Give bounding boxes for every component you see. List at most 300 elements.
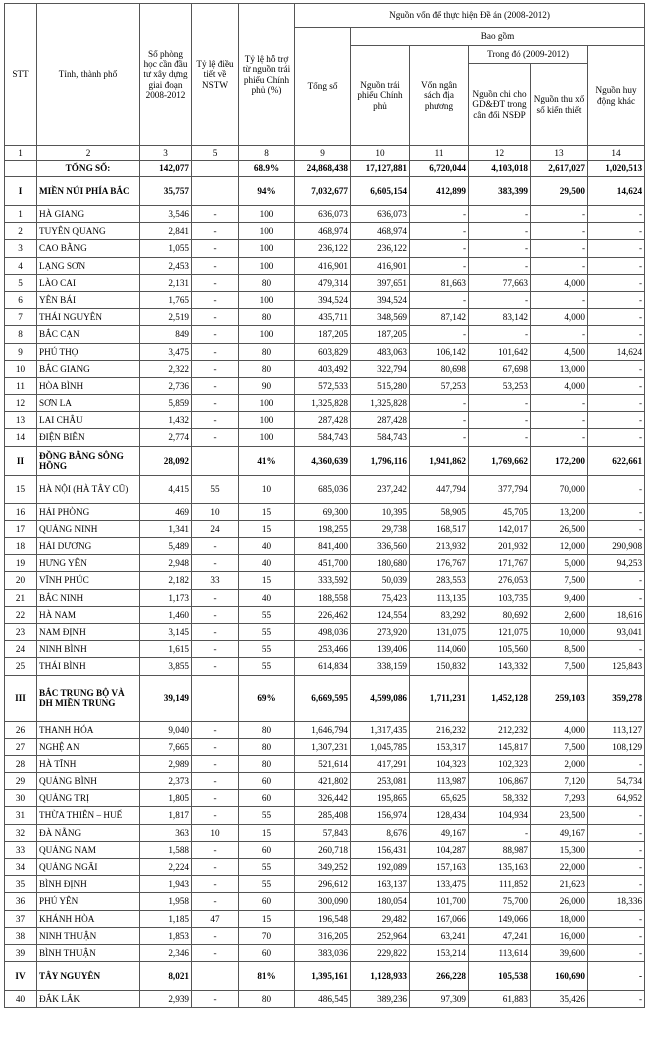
row-bonds: 417,291: [351, 755, 410, 772]
row-total: 521,614: [295, 755, 351, 772]
row-stt: I: [5, 177, 37, 206]
row-province: QUẢNG NAM: [37, 841, 140, 858]
row-lottery: 13,000: [531, 360, 588, 377]
row-stt: 16: [5, 503, 37, 520]
row-stt: 18: [5, 538, 37, 555]
row-lottery: 4,000: [531, 377, 588, 394]
row-ratio: -: [192, 927, 239, 944]
row-local-budget: 104,287: [410, 841, 469, 858]
row-other: -: [588, 475, 645, 503]
row-other: -: [588, 412, 645, 429]
row-total: 188,558: [295, 589, 351, 606]
row-ratio: -: [192, 944, 239, 961]
row-edu-budget: 104,934: [469, 807, 531, 824]
row-local-budget: 447,794: [410, 475, 469, 503]
row-other: -: [588, 876, 645, 893]
row-bonds: 180,680: [351, 555, 410, 572]
row-total: 486,545: [295, 991, 351, 1008]
table-row: [5, 641, 645, 658]
row-local-budget: 153,317: [410, 738, 469, 755]
row-stt: 32: [5, 824, 37, 841]
row-support: 80: [239, 721, 295, 738]
row-edu-budget: 149,066: [469, 910, 531, 927]
row-province: ĐẮK LẮK: [37, 991, 140, 1008]
row-province: HÀ NỘI (HÀ TÂY CŨ): [37, 475, 140, 503]
row-lottery: -: [531, 326, 588, 343]
row-stt: 10: [5, 360, 37, 377]
row-rooms: 8,021: [140, 962, 192, 991]
row-rooms: 2,373: [140, 773, 192, 790]
row-edu-budget: 58,332: [469, 790, 531, 807]
row-local-budget: 106,142: [410, 343, 469, 360]
row-ratio: -: [192, 991, 239, 1008]
row-local-budget: -: [410, 257, 469, 274]
row-other: -: [588, 326, 645, 343]
row-total: 296,612: [295, 876, 351, 893]
row-stt: 3: [5, 240, 37, 257]
row-support: 80: [239, 343, 295, 360]
col-number: 11: [410, 146, 469, 161]
row-local-budget: 80,698: [410, 360, 469, 377]
row-stt: 34: [5, 859, 37, 876]
row-rooms: 2,346: [140, 944, 192, 961]
row-bonds: 253,081: [351, 773, 410, 790]
row-local-budget: 128,434: [410, 807, 469, 824]
row-lottery: 10,000: [531, 623, 588, 640]
row-local-budget: 266,228: [410, 962, 469, 991]
row-ratio: -: [192, 738, 239, 755]
row-support: 15: [239, 572, 295, 589]
row-local-budget: 167,066: [410, 910, 469, 927]
table-row: [5, 807, 645, 824]
row-local-budget: 131,075: [410, 623, 469, 640]
row-support: 80: [239, 991, 295, 1008]
row-bonds: 4,599,086: [351, 675, 410, 721]
row-bonds: 6,605,154: [351, 177, 410, 206]
row-edu-budget: 77,663: [469, 274, 531, 291]
col-number: 2: [37, 146, 140, 161]
row-other: 18,336: [588, 893, 645, 910]
row-edu-budget: -: [469, 326, 531, 343]
row-other: -: [588, 962, 645, 991]
table-row: [5, 876, 645, 893]
row-local-budget: 1,941,862: [410, 446, 469, 475]
row-province: TÂY NGUYÊN: [37, 962, 140, 991]
row-bonds: 75,423: [351, 589, 410, 606]
row-rooms: 3,855: [140, 658, 192, 675]
table-row: [5, 991, 645, 1008]
table-header: [5, 4, 645, 161]
row-lottery: 7,293: [531, 790, 588, 807]
row-rooms: 35,757: [140, 177, 192, 206]
row-support: 100: [239, 291, 295, 308]
row-support: 100: [239, 395, 295, 412]
header-bonds: Nguồn trái phiếu Chính phủ: [351, 46, 410, 146]
header-funding: Nguồn vốn để thực hiện Đề án (2008-2012): [295, 4, 645, 28]
row-support: 100: [239, 240, 295, 257]
row-local-budget: 101,700: [410, 893, 469, 910]
row-local-budget: -: [410, 429, 469, 446]
table-row: [5, 755, 645, 772]
table-row: [5, 206, 645, 223]
row-province: PHÚ YÊN: [37, 893, 140, 910]
row-province: ĐÀ NẴNG: [37, 824, 140, 841]
row-province: YÊN BÁI: [37, 291, 140, 308]
row-other: 290,908: [588, 538, 645, 555]
row-province: MIỀN NÚI PHÍA BẮC: [37, 177, 140, 206]
row-support: 94%: [239, 177, 295, 206]
row-support: 80: [239, 274, 295, 291]
row-ratio: -: [192, 360, 239, 377]
row-local-budget: 157,163: [410, 859, 469, 876]
row-bonds: 187,205: [351, 326, 410, 343]
row-stt: 22: [5, 606, 37, 623]
table-row: [5, 274, 645, 291]
table-row: [5, 893, 645, 910]
row-ratio: -: [192, 326, 239, 343]
row-support: 15: [239, 824, 295, 841]
header-edu-budget: Nguồn chi cho GD&ĐT trong cân đối NSĐP: [469, 64, 531, 146]
row-other: -: [588, 824, 645, 841]
row-bonds: 192,089: [351, 859, 410, 876]
row-province: THANH HÓA: [37, 721, 140, 738]
row-lottery: 7,500: [531, 572, 588, 589]
row-lottery: 4,000: [531, 721, 588, 738]
row-lottery: 15,300: [531, 841, 588, 858]
row-rooms: 2,736: [140, 377, 192, 394]
row-local-budget: 153,214: [410, 944, 469, 961]
row-stt: 13: [5, 412, 37, 429]
row-lottery: -: [531, 223, 588, 240]
row-lottery: 2,617,027: [531, 161, 588, 177]
row-bonds: 163,137: [351, 876, 410, 893]
row-bonds: 156,974: [351, 807, 410, 824]
row-other: -: [588, 240, 645, 257]
row-support: 40: [239, 555, 295, 572]
row-edu-budget: 47,241: [469, 927, 531, 944]
row-local-budget: 104,323: [410, 755, 469, 772]
row-support: 68.9%: [239, 161, 295, 177]
row-ratio: [192, 177, 239, 206]
row-support: 60: [239, 841, 295, 858]
row-other: -: [588, 641, 645, 658]
row-stt: 9: [5, 343, 37, 360]
row-ratio: 24: [192, 520, 239, 537]
row-province: BẮC NINH: [37, 589, 140, 606]
row-support: 100: [239, 206, 295, 223]
row-ratio: 10: [192, 503, 239, 520]
row-other: -: [588, 223, 645, 240]
row-province: NGHỆ AN: [37, 738, 140, 755]
table-row-subtotal: [5, 177, 645, 206]
row-local-budget: -: [410, 223, 469, 240]
table-row: [5, 721, 645, 738]
row-ratio: -: [192, 223, 239, 240]
row-edu-budget: 45,705: [469, 503, 531, 520]
row-total: 416,901: [295, 257, 351, 274]
row-lottery: 22,000: [531, 859, 588, 876]
row-total: 198,255: [295, 520, 351, 537]
row-province: TỔNG SỐ:: [37, 161, 140, 177]
row-lottery: 70,000: [531, 475, 588, 503]
row-lottery: 5,000: [531, 555, 588, 572]
row-total: 1,395,161: [295, 962, 351, 991]
row-stt: [5, 161, 37, 177]
header-rooms: Số phòng học cần đầu tư xây dựng giai đoạn 2008-2012: [140, 4, 192, 146]
row-other: -: [588, 944, 645, 961]
header-other: Nguồn huy động khác: [588, 46, 645, 146]
row-edu-budget: -: [469, 395, 531, 412]
row-stt: 27: [5, 738, 37, 755]
row-stt: 14: [5, 429, 37, 446]
row-province: HẢI PHÒNG: [37, 503, 140, 520]
row-rooms: 2,841: [140, 223, 192, 240]
row-stt: 5: [5, 274, 37, 291]
row-bonds: 1,325,828: [351, 395, 410, 412]
row-total: 841,400: [295, 538, 351, 555]
table-body: [5, 161, 645, 1008]
col-number: 14: [588, 146, 645, 161]
row-edu-budget: -: [469, 257, 531, 274]
header-including: Bao gồm: [351, 28, 645, 46]
row-total: 468,974: [295, 223, 351, 240]
table-row: [5, 475, 645, 503]
header-province: Tỉnh, thành phố: [37, 4, 140, 146]
row-ratio: [192, 161, 239, 177]
col-number: 3: [140, 146, 192, 161]
row-lottery: 18,000: [531, 910, 588, 927]
row-bonds: 389,236: [351, 991, 410, 1008]
row-local-budget: 113,987: [410, 773, 469, 790]
row-total: 1,325,828: [295, 395, 351, 412]
row-local-budget: 63,241: [410, 927, 469, 944]
row-total: 236,122: [295, 240, 351, 257]
row-bonds: 273,920: [351, 623, 410, 640]
row-ratio: -: [192, 309, 239, 326]
row-ratio: -: [192, 555, 239, 572]
row-lottery: -: [531, 291, 588, 308]
row-rooms: 1,943: [140, 876, 192, 893]
row-province: QUẢNG NINH: [37, 520, 140, 537]
row-rooms: 1,615: [140, 641, 192, 658]
row-other: 125,843: [588, 658, 645, 675]
header-support: Tỷ lệ hỗ trợ từ nguồn trái phiếu Chính phủ (%): [239, 4, 295, 146]
row-lottery: 4,500: [531, 343, 588, 360]
row-other: 94,253: [588, 555, 645, 572]
table-row: [5, 429, 645, 446]
row-support: 80: [239, 309, 295, 326]
row-rooms: 1,817: [140, 807, 192, 824]
row-lottery: 8,500: [531, 641, 588, 658]
row-rooms: 2,989: [140, 755, 192, 772]
row-lottery: 12,000: [531, 538, 588, 555]
row-bonds: 50,039: [351, 572, 410, 589]
row-other: -: [588, 395, 645, 412]
row-edu-budget: 111,852: [469, 876, 531, 893]
row-ratio: [192, 446, 239, 475]
row-edu-budget: 142,017: [469, 520, 531, 537]
row-other: -: [588, 520, 645, 537]
table-row: [5, 859, 645, 876]
table-row: [5, 223, 645, 240]
row-local-budget: -: [410, 240, 469, 257]
row-edu-budget: 143,332: [469, 658, 531, 675]
row-rooms: 2,939: [140, 991, 192, 1008]
row-ratio: -: [192, 274, 239, 291]
row-support: 100: [239, 429, 295, 446]
row-edu-budget: 4,103,018: [469, 161, 531, 177]
row-edu-budget: 67,698: [469, 360, 531, 377]
row-support: 90: [239, 377, 295, 394]
row-stt: IV: [5, 962, 37, 991]
row-lottery: 26,500: [531, 520, 588, 537]
row-local-budget: 150,832: [410, 658, 469, 675]
row-bonds: 252,964: [351, 927, 410, 944]
row-total: 24,868,438: [295, 161, 351, 177]
row-other: -: [588, 991, 645, 1008]
row-rooms: 2,224: [140, 859, 192, 876]
row-rooms: 3,546: [140, 206, 192, 223]
column-number-row: [5, 146, 645, 161]
row-edu-budget: 145,817: [469, 738, 531, 755]
row-ratio: 10: [192, 824, 239, 841]
row-province: BẮC CẠN: [37, 326, 140, 343]
row-bonds: 515,280: [351, 377, 410, 394]
row-rooms: 4,415: [140, 475, 192, 503]
row-bonds: 287,428: [351, 412, 410, 429]
row-lottery: 2,000: [531, 755, 588, 772]
row-lottery: 23,500: [531, 807, 588, 824]
row-other: -: [588, 360, 645, 377]
row-rooms: 1,432: [140, 412, 192, 429]
header-of-which: Trong đó (2009-2012): [469, 46, 588, 64]
row-other: -: [588, 274, 645, 291]
row-ratio: 47: [192, 910, 239, 927]
table-row: [5, 824, 645, 841]
row-edu-budget: 75,700: [469, 893, 531, 910]
row-bonds: 1,317,435: [351, 721, 410, 738]
row-province: QUẢNG NGÃI: [37, 859, 140, 876]
row-other: 54,734: [588, 773, 645, 790]
row-stt: 38: [5, 927, 37, 944]
row-stt: 26: [5, 721, 37, 738]
row-stt: II: [5, 446, 37, 475]
row-local-budget: 97,309: [410, 991, 469, 1008]
row-ratio: -: [192, 606, 239, 623]
row-province: HÒA BÌNH: [37, 377, 140, 394]
row-bonds: 397,651: [351, 274, 410, 291]
row-edu-budget: 88,987: [469, 841, 531, 858]
row-ratio: -: [192, 589, 239, 606]
row-stt: 37: [5, 910, 37, 927]
table-row: [5, 343, 645, 360]
row-other: -: [588, 206, 645, 223]
table-row-subtotal: [5, 962, 645, 991]
row-rooms: 28,092: [140, 446, 192, 475]
row-bonds: 237,242: [351, 475, 410, 503]
table-row: [5, 790, 645, 807]
row-support: 100: [239, 257, 295, 274]
row-total: 349,252: [295, 859, 351, 876]
table-row-subtotal: [5, 161, 645, 177]
row-province: THÁI BÌNH: [37, 658, 140, 675]
row-stt: 40: [5, 991, 37, 1008]
row-total: 1,646,794: [295, 721, 351, 738]
funding-table-sheet: [4, 3, 645, 1008]
row-local-budget: 113,135: [410, 589, 469, 606]
col-number: 12: [469, 146, 531, 161]
row-ratio: -: [192, 291, 239, 308]
row-other: -: [588, 859, 645, 876]
table-row: [5, 395, 645, 412]
row-edu-budget: 106,867: [469, 773, 531, 790]
row-stt: 1: [5, 206, 37, 223]
row-ratio: -: [192, 773, 239, 790]
row-local-budget: 283,553: [410, 572, 469, 589]
col-number: 8: [239, 146, 295, 161]
row-edu-budget: 105,560: [469, 641, 531, 658]
header-total: Tổng số: [295, 28, 351, 146]
table-row: [5, 240, 645, 257]
row-other: 359,278: [588, 675, 645, 721]
table-row: [5, 291, 645, 308]
row-province: LÀO CAI: [37, 274, 140, 291]
row-total: 326,442: [295, 790, 351, 807]
row-local-budget: -: [410, 395, 469, 412]
row-bonds: 156,431: [351, 841, 410, 858]
row-local-budget: 49,167: [410, 824, 469, 841]
row-other: 64,952: [588, 790, 645, 807]
row-ratio: -: [192, 893, 239, 910]
row-total: 403,492: [295, 360, 351, 377]
row-province: ĐIỆN BIÊN: [37, 429, 140, 446]
row-total: 187,205: [295, 326, 351, 343]
table-row: [5, 606, 645, 623]
row-bonds: 1,128,933: [351, 962, 410, 991]
row-ratio: -: [192, 429, 239, 446]
table-row: [5, 555, 645, 572]
row-local-budget: 83,292: [410, 606, 469, 623]
row-bonds: 17,127,881: [351, 161, 410, 177]
row-lottery: 26,000: [531, 893, 588, 910]
row-total: 498,036: [295, 623, 351, 640]
row-lottery: -: [531, 206, 588, 223]
row-stt: 23: [5, 623, 37, 640]
table-row: [5, 944, 645, 961]
row-rooms: 2,453: [140, 257, 192, 274]
row-bonds: 394,524: [351, 291, 410, 308]
row-bonds: 584,743: [351, 429, 410, 446]
row-rooms: 2,322: [140, 360, 192, 377]
table-row: [5, 520, 645, 537]
row-province: QUẢNG TRỊ: [37, 790, 140, 807]
row-bonds: 636,073: [351, 206, 410, 223]
row-total: 451,700: [295, 555, 351, 572]
table-row: [5, 841, 645, 858]
row-total: 435,711: [295, 309, 351, 326]
row-ratio: -: [192, 206, 239, 223]
table-row: [5, 910, 645, 927]
row-rooms: 1,958: [140, 893, 192, 910]
row-stt: 25: [5, 658, 37, 675]
row-bonds: 139,406: [351, 641, 410, 658]
row-stt: III: [5, 675, 37, 721]
row-local-budget: -: [410, 326, 469, 343]
row-total: 1,307,231: [295, 738, 351, 755]
row-ratio: [192, 962, 239, 991]
row-province: HÀ GIANG: [37, 206, 140, 223]
row-support: 55: [239, 658, 295, 675]
